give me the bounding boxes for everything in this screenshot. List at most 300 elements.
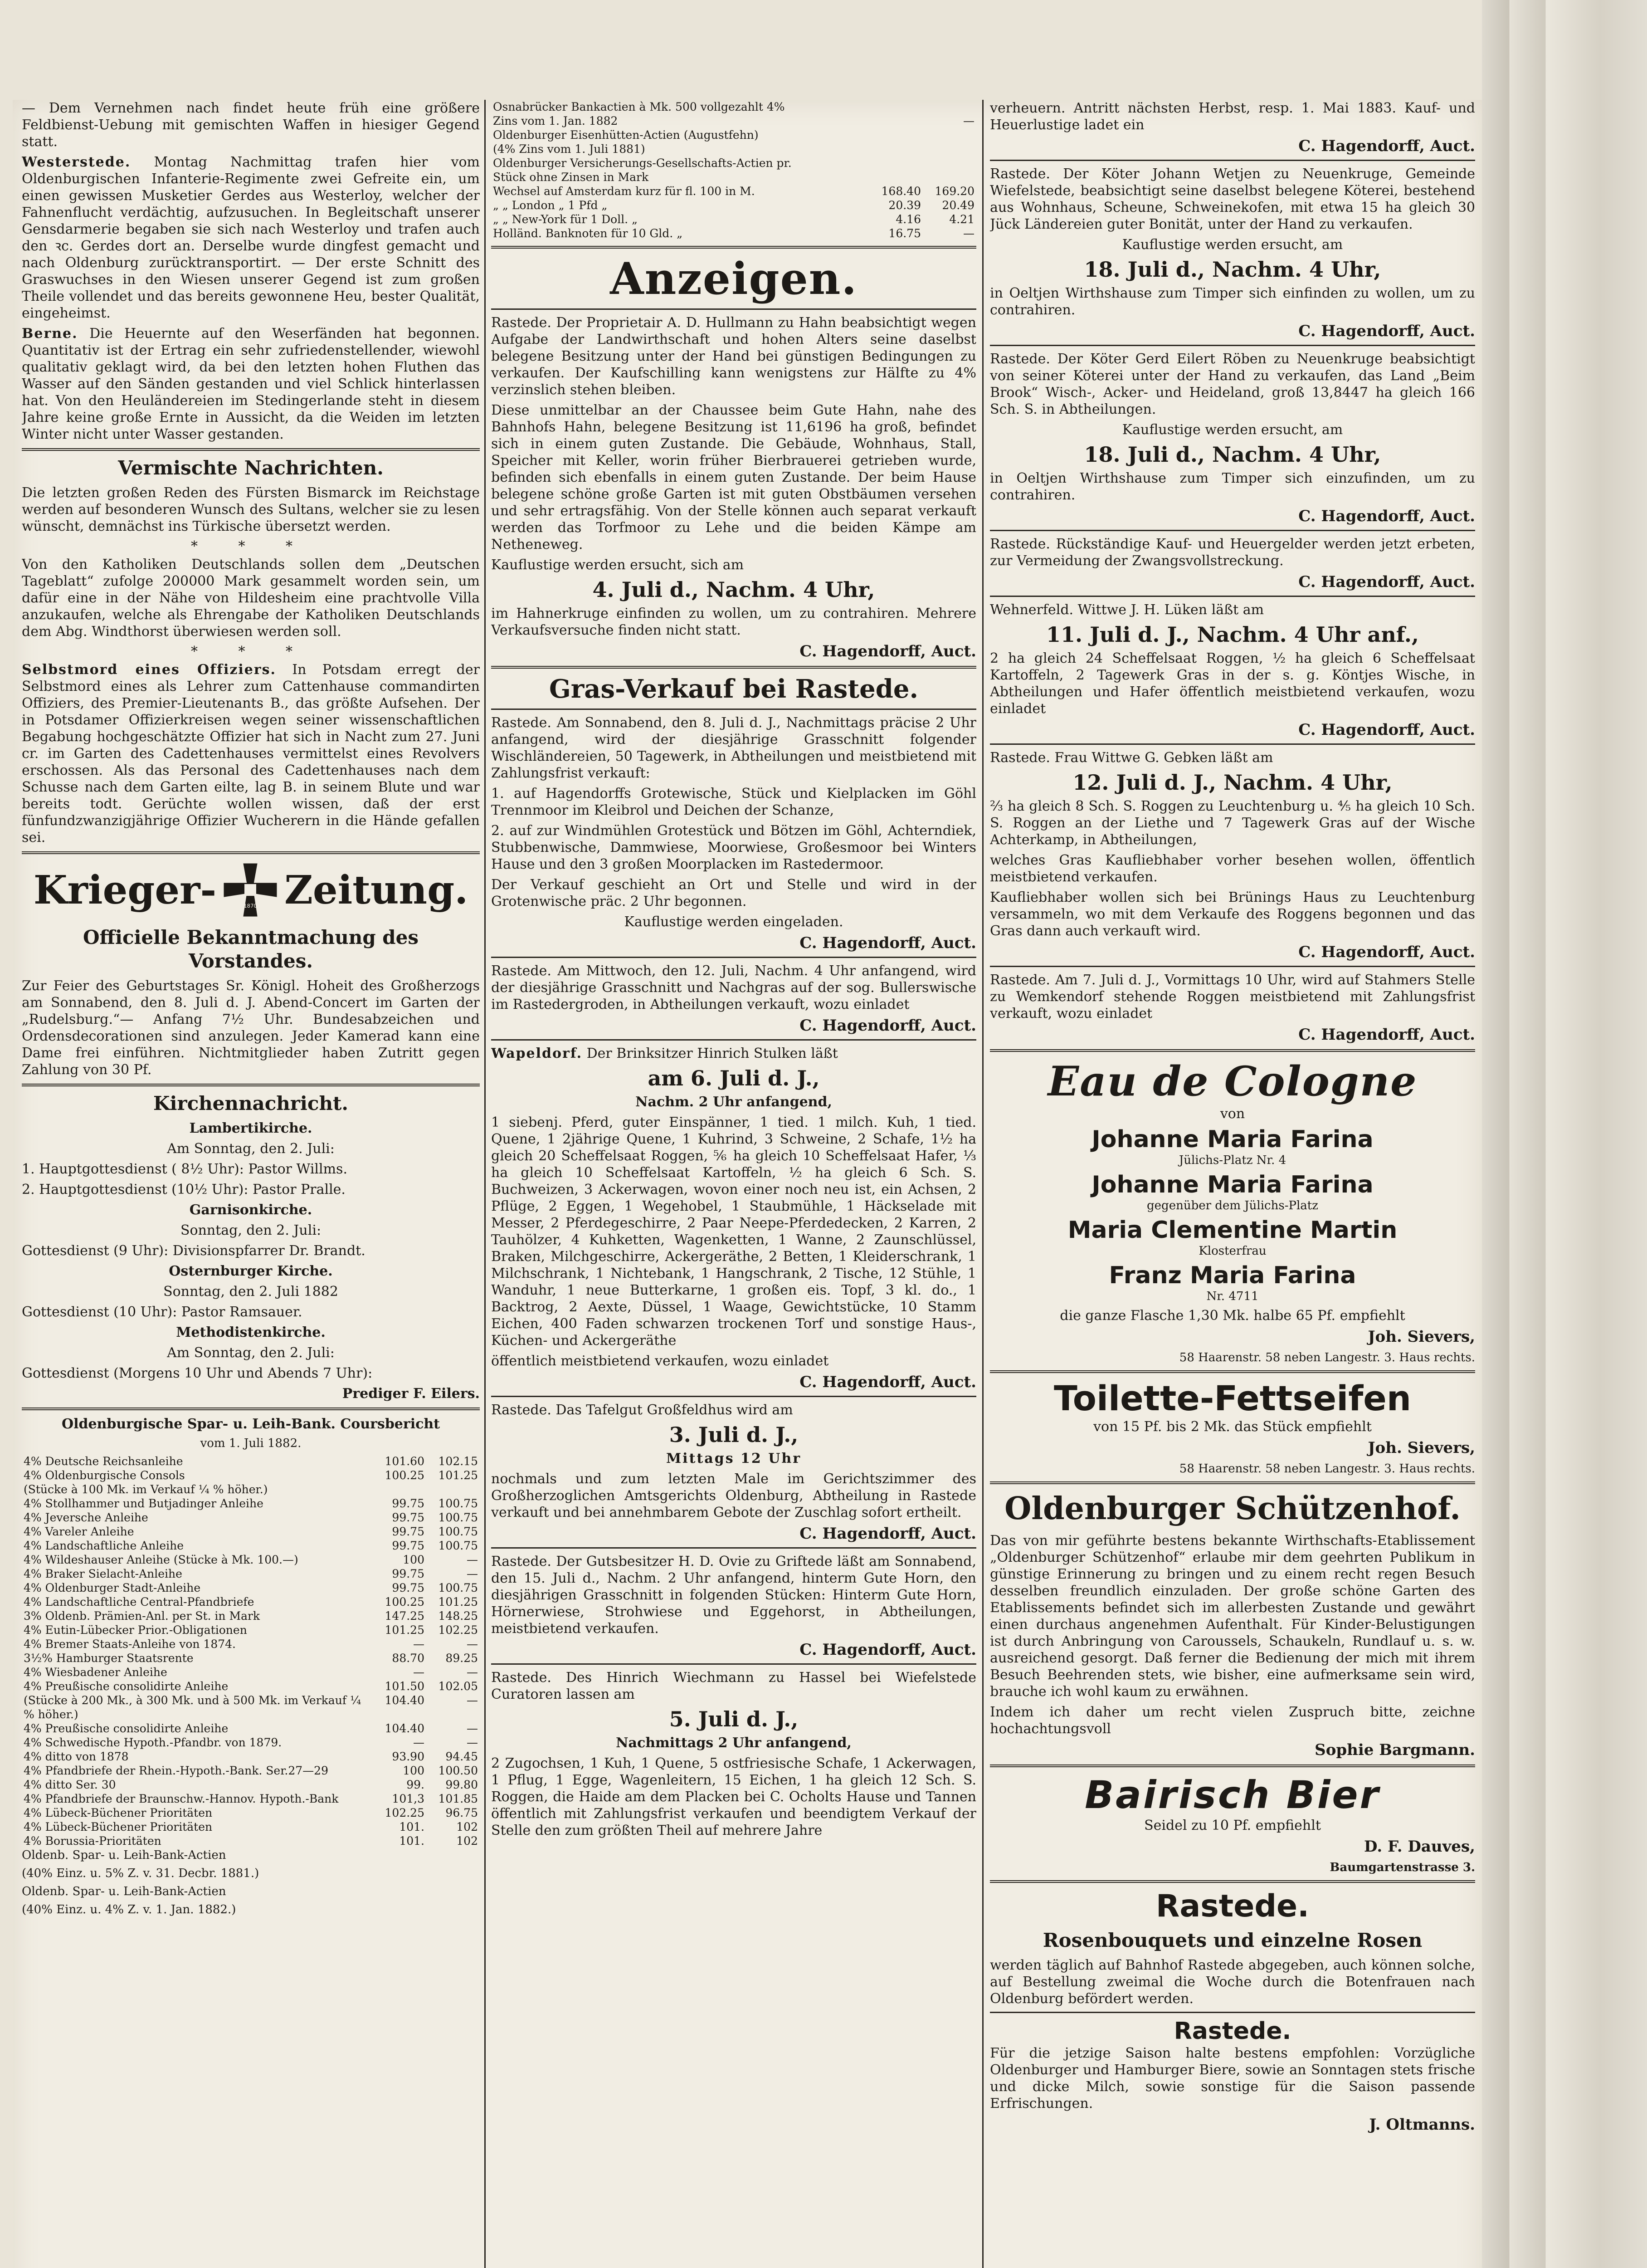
bid-price: 101. [399, 1834, 424, 1848]
ad-signature: C. Hagendorff, Auct. [799, 1373, 976, 1391]
table-row [22, 1553, 480, 1567]
security-name: 4% Landschaftliche Anleihe [24, 1539, 184, 1552]
ask-price: 100.75 [438, 1581, 478, 1594]
iron-cross-year: 1870 [244, 903, 258, 909]
ask-price: — [467, 1567, 478, 1580]
bid-price: 4.16 [896, 213, 921, 226]
bid-price: 104.40 [385, 1694, 424, 1707]
ad-price: von 15 Pf. bis 2 Mk. das Stück empfiehlt [1093, 1419, 1372, 1435]
ad-text: Rastede. Der Köter Gerd Eilert Röben zu Neuenkruge beabsichtigt von seiner Köterei unter der Hand zu verkaufen, das Land „Beim Brook“ Wisch-, Acker- und Heideland, groß 13,8447 ha gleich 166 Sch. S. in Abtheilungen. [990, 351, 1475, 417]
ad-signature: C. Hagendorff, Auct. [799, 1017, 976, 1035]
bid-price: 101,3 [392, 1792, 424, 1805]
bid-price: 168.40 [881, 185, 921, 198]
table-row [22, 1482, 480, 1496]
section-heading: Vermischte Nachrichten. [118, 457, 384, 479]
security-name: 4% ditto Ser. 30 [24, 1778, 116, 1791]
security-name: Oldenburger Versicherungs-Gesellschafts-Actien pr. [493, 156, 792, 170]
ad-signature: C. Hagendorff, Auct. [1298, 137, 1475, 155]
ad-text: Wehnerfeld. Wittwe J. H. Lüken läßt am [990, 602, 1264, 618]
course-footnote: (40% Einz. u. 4% Z. v. 1. Jan. 1882.) [22, 1903, 236, 1916]
table-row [22, 1581, 480, 1595]
announcement: Zur Feier des Geburtstages Sr. Königl. Hoheit des Großherzogs am Sonnabend, den 8. Juli d. J. Abend-Concert im Garten der „Rudelsburg.“— Anfang 7½ Uhr. Bundesabzeichen und Ordensdecorationen sind anzulegen. Jeder Kamerad kann eine Dame frei einführen. Nichtmitglieder haben Zutritt gegen Zahlung von 30 Pf. [22, 978, 480, 1078]
security-name: (4% Zins vom 1. Juli 1881) [493, 142, 645, 156]
ad-text: Der Verkauf geschieht an Ort und Stelle und wird in der Grotenwische präc. 2 Uhr begonnen. [491, 877, 976, 909]
ad-text: im Hahnerkruge einfinden zu wollen, um zu contrahiren. Mehrere Verkaufsversuche finden nicht statt. [491, 606, 976, 638]
security-name: 4% Schwedische Hypoth.-Pfandbr. von 1879. [24, 1736, 282, 1749]
security-name: Zins vom 1. Jan. 1882 [493, 114, 618, 127]
table-row [22, 1539, 480, 1553]
ad-text: Rastede. Der Gutsbesitzer H. D. Ovie zu Griftede läßt am Sonnabend, den 15. Juli d., Nachm. 2 Uhr anfangend, hinterm Gute Horn, den diesjährigen Grasschnitt in folgenden Stücken: Hinterm Gute Horn, Hörnerwiese, Strohwiese und Eggehorst, in Abtheilungen, meistbietend verkaufen. [491, 1554, 976, 1637]
ad-signature: C. Hagendorff, Auct. [1298, 943, 1475, 961]
ask-price: 100.75 [438, 1497, 478, 1510]
security-name: 3% Oldenb. Prämien-Anl. per St. in Mark [24, 1609, 260, 1623]
security-name: Osnabrücker Bankactien à Mk. 500 vollgezahlt 4% [493, 100, 785, 113]
table-row [22, 1609, 480, 1623]
cologne-heading: Eau de Cologne [1048, 1057, 1418, 1105]
bid-price: 100.25 [385, 1469, 424, 1482]
ask-price: 102 [456, 1820, 478, 1833]
table-row [22, 1454, 480, 1468]
ad-text: 2 Zugochsen, 1 Kuh, 1 Quene, 5 ostfriesische Schafe, 1 Ackerwagen, 1 Pflug, 1 Egge, Wagenleitern, 15 Eichen, 1 ha gleich 12 Sch. S. Roggen, die Haide am dem Placken bei C. Ocholts Hause und Tannen öffentlich mit Zahlungsfrist verkaufen und beendigtem Verkauf der Stelle den zum größten Theil auf mehrere Jahre [491, 1755, 976, 1838]
ad-text: 2. auf zur Windmühlen Grotestück und Bötzen im Göhl, Achterndiek, Stubbenwische, Dammwiese, Moorwiese, Großesmoor bei Winters Hause und den 3 großen Moorplacken im Rastedermoor. [491, 823, 976, 872]
bid-price: 100 [403, 1764, 424, 1777]
table-row [22, 1496, 480, 1510]
ask-price: 102.15 [438, 1455, 478, 1468]
masthead-left: Krieger- [33, 867, 217, 913]
ad-signature: C. Hagendorff, Auct. [799, 642, 976, 660]
course-footnote: Oldenb. Spar- u. Leih-Bank-Actien [22, 1885, 226, 1898]
ad-signature: Joh. Sievers, [1368, 1439, 1475, 1457]
ask-price: 169.20 [935, 185, 975, 198]
security-name: 4% Lübeck-Büchener Prioritäten [24, 1820, 213, 1833]
table-row [22, 1750, 480, 1764]
ad-date: am 6. Juli d. J., [648, 1066, 820, 1090]
church-name: Methodistenkirche. [176, 1325, 326, 1340]
security-name: 4% Borussia-Prioritäten [24, 1834, 161, 1848]
ad-time: Nachmittags 2 Uhr anfangend, [616, 1735, 852, 1751]
section-heading: Officielle Bekanntmachung des Vorstandes. [83, 926, 419, 972]
divider [990, 1765, 1475, 1767]
ad-signature: Sophie Bargmann. [1315, 1741, 1475, 1759]
ad-signature: C. Hagendorff, Auct. [1298, 721, 1475, 739]
divider [990, 1049, 1475, 1052]
security-name: (Stücke à 100 Mk. im Verkauf ¼ % höher.) [24, 1483, 268, 1496]
ad-text: Indem ich daher um recht vielen Zuspruch bitte, zeichne hochachtungsvoll [990, 1704, 1475, 1737]
ad-text: Kauflustige werden eingeladen. [624, 914, 843, 930]
church-date: Sonntag, den 2. Juli: [180, 1222, 322, 1238]
ask-price: 20.49 [942, 199, 975, 212]
ad-text: Rastede. Der Köter Johann Wetjen zu Neuenkruge, Gemeinde Wiefelstede, beabsichtigt seine daselbst belegene Köterei, bestehend aus Wohnhaus, Scheune, Schweinekofen, mit etwa 15 ha gleich 30 Jück Ländereien guter Bonität, unter der Hand zu verkaufen. [990, 166, 1475, 232]
ad-text: Wapeldorf. Der Brinksitzer Hinrich Stulken läßt [491, 1046, 838, 1061]
ask-price: 101.25 [438, 1595, 478, 1608]
ads-heading: Anzeigen. [610, 253, 858, 304]
ad-price: die ganze Flasche 1,30 Mk. halbe 65 Pf. empfiehlt [1060, 1308, 1405, 1324]
ad-text: Kauflustige werden ersucht, am [1122, 422, 1343, 438]
bid-price: 88.70 [392, 1652, 424, 1665]
soap-heading: Toilette-Fettseifen [1054, 1378, 1411, 1418]
ask-price: 94.45 [445, 1750, 478, 1763]
ad-heading: Gras-Verkauf bei Rastede. [549, 674, 919, 704]
ad-price: Seidel zu 10 Pf. empfiehlt [1144, 1818, 1321, 1833]
column-2 [491, 100, 976, 2268]
brand-name: Johanne Maria Farina [1092, 1126, 1374, 1153]
security-name: 4% Pfandbriefe der Braunschw.-Hannov. Hypoth.-Bank [24, 1792, 339, 1805]
ask-price: — [467, 1553, 478, 1566]
ad-text: von [1220, 1106, 1245, 1122]
bid-price [869, 156, 923, 170]
table-row [491, 156, 976, 170]
bid-price: 99.75 [392, 1539, 424, 1552]
ad-date: 4. Juli d., Nachm. 4 Uhr, [592, 577, 875, 602]
church-date: Am Sonntag, den 2. Juli: [167, 1141, 335, 1157]
divider [491, 709, 976, 710]
ad-text: in Oeltjen Wirthshause zum Timper sich einfinden zu wollen, um zu contrahiren. [990, 285, 1475, 318]
security-name: 4% Preußische consolidirte Anleihe [24, 1722, 229, 1735]
brand-address: Klosterfrau [1199, 1244, 1267, 1258]
table-row [491, 114, 976, 128]
security-name: 4% Vareler Anleihe [24, 1525, 134, 1538]
security-name: 4% Lübeck-Büchener Prioritäten [24, 1806, 213, 1819]
ad-text: Für die jetzige Saison halte bestens empfohlen: Vorzügliche Oldenburger und Hamburger Biere, sowie an Sonntagen stets frische und dicke Milch, sowie sonstige für die Saison passende Erfrischungen. [990, 2045, 1475, 2112]
security-name: (Stücke à 200 Mk., à 300 Mk. und à 500 Mk. im Verkauf ¼ % höher.) [24, 1694, 361, 1721]
roses-heading: Rosenbouquets und einzelne Rosen [1043, 1929, 1423, 1951]
bid-price [869, 142, 923, 156]
ad-text: Rastede. Des Hinrich Wiechmann zu Hassel bei Wiefelstede Curatoren lassen am [491, 1670, 976, 1702]
table-row [22, 1595, 480, 1609]
column-3 [990, 100, 1475, 2268]
ask-price: 148.25 [438, 1609, 478, 1623]
table-row [22, 1510, 480, 1525]
ask-price [923, 156, 976, 170]
bid-price: — [413, 1736, 424, 1749]
divider [491, 1396, 976, 1397]
bid-price: 99.75 [392, 1497, 424, 1510]
church-preacher: Prediger F. Eilers. [342, 1386, 480, 1402]
security-name: 4% Pfandbriefe der Rhein.-Hypoth.-Bank. Ser.27—29 [24, 1764, 328, 1777]
security-name: 4% Landschaftliche Central-Pfandbriefe [24, 1595, 254, 1608]
brand-address: Nr. 4711 [1206, 1290, 1259, 1303]
table-row [491, 128, 976, 142]
security-name: 3½% Hamburger Staatsrente [24, 1652, 194, 1665]
schuetzenhof-heading: Oldenburger Schützenhof. [1004, 1491, 1461, 1527]
church-service: Gottesdienst (Morgens 10 Uhr und Abends 7 Uhr): [22, 1365, 373, 1381]
ask-price: 89.25 [445, 1652, 478, 1665]
separator-stars: * * * [190, 644, 311, 660]
separator-stars: * * * [190, 538, 311, 554]
divider [990, 1880, 1475, 1883]
bid-price: 147.25 [385, 1609, 424, 1623]
security-name: „ „ London „ 1 Pfd „ [493, 199, 608, 212]
ask-price [923, 170, 976, 184]
course-report-title: Oldenburgische Spar- u. Leih-Bank. Coursbericht [61, 1416, 440, 1432]
divider [491, 246, 976, 249]
ad-time: Nachm. 2 Uhr anfangend, [635, 1094, 832, 1110]
divider [990, 743, 1475, 745]
table-row [491, 100, 976, 114]
table-row [22, 1764, 480, 1778]
brand-name: Franz Maria Farina [1109, 1262, 1356, 1289]
table-row [22, 1525, 480, 1539]
divider [990, 966, 1475, 967]
ad-text: 2 ha gleich 24 Scheffelsaat Roggen, ½ ha gleich 6 Scheffelsaat Kartoffeln, 2 Tagewerk Gras in der s. g. Köntjes Wische, in Abtheilungen und Hafer öffentlich meistbietend verkaufen, wozu einladet [990, 650, 1475, 717]
security-name: 4% Braker Sielacht-Anleihe [24, 1567, 182, 1580]
course-table [22, 1454, 480, 1848]
ad-signature: D. F. Dauves, [1364, 1838, 1475, 1856]
table-row [22, 1623, 480, 1637]
ad-signature: C. Hagendorff, Auct. [1298, 573, 1475, 591]
security-name: 4% Preußische consolidirte Anleihe [24, 1680, 229, 1693]
ad-date: 11. Juli d. J., Nachm. 4 Uhr anf., [1046, 622, 1419, 647]
rastede-heading: Rastede. [1156, 1888, 1309, 1924]
church-service: 1. Hauptgottesdienst ( 8½ Uhr): Pastor Willms. [22, 1161, 347, 1177]
security-name: 4% Oldenburger Stadt-Anleihe [24, 1581, 201, 1594]
ad-address: 58 Haarenstr. 58 neben Langestr. 3. Haus rechts. [1179, 1462, 1475, 1476]
book-page-edge [1482, 0, 1647, 2268]
church-date: Am Sonntag, den 2. Juli: [167, 1345, 335, 1361]
ad-signature: C. Hagendorff, Auct. [799, 1525, 976, 1543]
bid-price: 101.50 [385, 1680, 424, 1693]
security-name: 4% Oldenburgische Consols [24, 1469, 185, 1482]
ad-text: nochmals und zum letzten Male im Gerichtszimmer des Großherzoglichen Amtsgerichts Oldenburg, Abtheilung in Rastede verkauft und bei annehmbarem Gebote der Zuschlag sofort ertheilt. [491, 1471, 976, 1520]
bid-price: 99.75 [392, 1567, 424, 1580]
table-row [22, 1806, 480, 1820]
bid-price [373, 1482, 426, 1496]
divider [990, 1370, 1475, 1373]
security-name: 4% Jeversche Anleihe [24, 1511, 148, 1524]
brand-name: Maria Clementine Martin [1067, 1217, 1398, 1244]
ask-price: 102.05 [438, 1680, 478, 1693]
ad-address: Baumgartenstrasse 3. [1330, 1861, 1475, 1874]
brand-address: Jülichs-Platz Nr. 4 [1179, 1154, 1286, 1167]
ask-price: 102.25 [438, 1623, 478, 1637]
ask-price: — [963, 114, 975, 127]
divider [491, 1547, 976, 1549]
table-row [22, 1693, 480, 1721]
course-footnote: (40% Einz. u. 5% Z. v. 31. Decbr. 1881.) [22, 1867, 259, 1880]
divider [990, 596, 1475, 597]
bid-price [869, 114, 923, 128]
krieger-zeitung-masthead [22, 860, 480, 919]
church-service: Gottesdienst (9 Uhr): Divisionspfarrer Dr. Brandt. [22, 1243, 365, 1259]
ask-price: 99.80 [445, 1778, 478, 1791]
ask-price: 100.75 [438, 1511, 478, 1524]
ad-text: werden täglich auf Bahnhof Rastede abgegeben, auch können solche, auf Bestellung zweimal die Woche durch die Botenfrauen nach Oldenburg befördert werden. [990, 1957, 1475, 2007]
table-row [22, 1679, 480, 1693]
ad-text: Kauflustige werden ersucht, am [1122, 237, 1343, 253]
ask-price: — [467, 1694, 478, 1707]
ad-time: Mittags 12 Uhr [666, 1451, 802, 1466]
bid-price: 101. [399, 1820, 424, 1833]
newspaper-page [13, 100, 1482, 2268]
divider [22, 1084, 480, 1086]
beer-heading: Bairisch Bier [1085, 1773, 1380, 1817]
divider [990, 530, 1475, 531]
ad-date: 18. Juli d., Nachm. 4 Uhr, [1084, 257, 1381, 282]
ask-price: 100.50 [438, 1764, 478, 1777]
bid-price: — [413, 1637, 424, 1651]
bid-price: 99.75 [392, 1525, 424, 1538]
divider [491, 1039, 976, 1041]
table-row [22, 1665, 480, 1679]
divider [990, 160, 1475, 161]
divider [491, 666, 976, 669]
table-row [22, 1637, 480, 1651]
bid-price: 20.39 [888, 199, 921, 212]
rastede-heading: Rastede. [1174, 2018, 1291, 2045]
security-name: 4% ditto von 1878 [24, 1750, 129, 1763]
ad-signature: C. Hagendorff, Auct. [1298, 507, 1475, 525]
security-name: 4% Bremer Staats-Anleihe von 1874. [24, 1637, 236, 1651]
ad-text: 1 siebenj. Pferd, guter Einspänner, 1 tied. 1 milch. Kuh, 1 tied. Quene, 1 2jährige Quene, 1 Kuhrind, 3 Schweine, 2 Schafe, 1½ ha gleich 20 Scheffelsaat Roggen, ⅚ ha gleich 10 Scheffelsaat Hafer, ⅓ ha gleich 10 Scheffelsaat Kartoffeln, ½ ha gleich 6 Sch. S. Buchweizen, 3 Ackerwagen, wovon einer noch neu ist, ein Achsen, 2 Pflüge, 2 Eggen, 1 Wegehobel, 1 Staubmühle, 1 Häckselade mit Messer, 2 Pferdegeschirre, 2 Paar Neepe-Pferdedecken, 2 Karren, 2 Tauhölzer, 4 Kuhketten, Wagenketten, 1 Wanne, 2 Zaunschlüssel, Braken, Milchgeschirre, Ackergeräthe, 2 Betten, 1 Kleiderschrank, 1 Milchschrank, 1 Nichtebank, 1 Hangschrank, 2 Tische, 12 Stühle, 1 Wanduhr, 1 neue Butterkarne, 1 großen eis. Topf, 3 kl. do., 1 Backtrog, 2 Aexte, Düssel, 1 Waage, Gewichtstücke, 10 Stamm Eichen, 400 Faden schwarzen trockenen Torf und sonstige Haus-, Küchen- und Ackergeräthe [491, 1114, 976, 1349]
table-row [22, 1721, 480, 1735]
ask-price: — [467, 1666, 478, 1679]
bid-price: 101.60 [385, 1455, 424, 1468]
table-row [22, 1778, 480, 1792]
bid-price [869, 128, 923, 142]
ad-date: 18. Juli d., Nachm. 4 Uhr, [1084, 442, 1381, 467]
table-row [491, 184, 976, 198]
ask-price: 100.75 [438, 1525, 478, 1538]
ad-text: welches Gras Kaufliebhaber vorher besehen wollen, öffentlich meistbietend verkaufen. [990, 852, 1475, 885]
bid-price: 100.25 [385, 1595, 424, 1608]
ask-price [923, 100, 976, 114]
ad-text: Rastede. Am 7. Juli d. J., Vormittags 10 Uhr, wird auf Stahmers Stelle zu Wemkendorf stehende Roggen meistbietend mit Zahlungsfrist verkauft, wozu einladet [990, 972, 1475, 1022]
table-row [22, 1792, 480, 1806]
table-row [22, 1468, 480, 1482]
bid-price: 104.40 [385, 1722, 424, 1735]
column-divider [484, 100, 486, 2268]
news-item: Berne. Die Heuernte auf den Weserfänden hat begonnen. Quantitativ ist der Ertrag ein sehr zufriedenstellender, wiewohl qualitativ geklagt wird, da bei den letzten hohen Fluthen das Wasser auf den Sänden gestanden und viel Schlick hinterlassen hat. Von den Heuländereien im Stedingerlande steht in diesem Jahre keine große Ernte in Aussicht, da die Weiden im letzten Winter nicht unter Wasser gestanden. [22, 326, 480, 442]
church-name: Lambertikirche. [189, 1120, 312, 1136]
ad-signature: C. Hagendorff, Auct. [1298, 322, 1475, 340]
table-row [22, 1834, 480, 1848]
ad-text: Rastede. Am Sonnabend, den 8. Juli d. J., Nachmittags präcise 2 Uhr anfangend, wird der diesjährige Grasschnitt folgender Wischländereien, 50 Tagewerk, in Abtheilungen und meistbietend mit Zahlungsfrist verkauft: [491, 715, 976, 781]
ad-text: Rastede. Rückständige Kauf- und Heuergelder werden jetzt erbeten, zur Vermeidung der Zwangsvollstreckung. [990, 536, 1475, 569]
ad-text: Rastede. Frau Wittwe G. Gebken läßt am [990, 750, 1273, 766]
ad-date: 12. Juli d. J., Nachm. 4 Uhr, [1072, 770, 1393, 795]
section-heading: Kirchennachricht. [153, 1092, 349, 1114]
divider [22, 448, 480, 451]
divider [491, 1663, 976, 1665]
bid-price: — [413, 1666, 424, 1679]
church-name: Osternburger Kirche. [169, 1263, 333, 1279]
ask-price [923, 128, 976, 142]
course-report-date: vom 1. Juli 1882. [200, 1437, 302, 1450]
ask-price: 101.85 [438, 1792, 478, 1805]
divider [990, 2012, 1475, 2013]
course-footnote: Oldenb. Spar- u. Leih-Bank-Actien [22, 1848, 226, 1862]
course-table-continued [491, 100, 976, 240]
table-row [491, 170, 976, 184]
ad-text: Kaufliebhaber wollen sich bei Brünings Haus zu Leuchtenburg versammeln, wo mit dem Verkaufe des Roggens begonnen und das Gras dann auch verkauft wird. [990, 890, 1475, 939]
church-name: Garnisonkirche. [189, 1202, 312, 1218]
ask-price: 101.25 [438, 1469, 478, 1482]
news-item: Westerstede. Montag Nachmittag trafen hier vom Oldenburgischen Infanterie-Regimente zwei Gefreite ein, um einen gewissen Musketier Gerdes aus Westerloy, welcher der Fahnenflucht verdächtig, aufzusuchen. In Begleitschaft unserer Gensdarmerie begaben sie sich nach Westerloy und trafen auch den ꝛc. Gerdes dort an. Derselbe wurde dingfest gemacht und nach Oldenburg zurücktransportirt. — Der erste Schnitt des Graswuchses in den Wiesen unserer Gegend ist zum großen Theile vollendet und das bereits gewonnene Heu, bester Qualität, eingeheimst. [22, 154, 480, 321]
security-name: Wechsel auf Amsterdam kurz für fl. 100 in M. [493, 185, 755, 198]
ask-price: — [467, 1736, 478, 1749]
ad-text: Rastede. Das Tafelgut Großfeldhus wird am [491, 1402, 793, 1418]
divider [22, 851, 480, 854]
table-row [22, 1651, 480, 1665]
table-row [491, 226, 976, 240]
ask-price: — [467, 1722, 478, 1735]
bid-price: 99. [406, 1778, 424, 1791]
ask-price [923, 142, 976, 156]
ad-text: Das von mir geführte bestens bekannte Wirthschafts-Etablissement „Oldenburger Schützenhof“ erlaube mir dem geehrten Publikum in günstige Erinnerung zu bringen und zu einem recht regen Besuch desselben freundlich einzuladen. Der große schöne Garten des Etablissements befindet sich im allerbesten Zustande und gewährt einen durchaus angenehmen Aufenthalt. Für Kinder-Belustigungen ist durch Anbringung von Caroussels, Schaukeln, Rundlauf u. s. w. ausreichend gesorgt. Daß ferner die Bedienung der mich mit ihrem Besuch Beehrenden stets, wie bisher, eine aufmerksame sein wird, brauche ich wohl kaum zu erwähnen. [990, 1533, 1475, 1700]
brand-address: gegenüber dem Jülichs-Platz [1147, 1199, 1318, 1212]
ad-signature: Joh. Sievers, [1368, 1328, 1475, 1346]
ask-price: 100.75 [438, 1539, 478, 1552]
bid-price: 101.25 [385, 1623, 424, 1637]
news-item: Die letzten großen Reden des Fürsten Bismarck im Reichstage werden auf besonderen Wunsch des Sultans, welcher sie zu lesen wünscht, demnächst ins Türkische übersetzt werden. [22, 485, 480, 534]
table-row [22, 1567, 480, 1581]
bid-price [869, 100, 923, 114]
bid-price: 100 [403, 1553, 424, 1566]
column-1 [22, 100, 480, 2268]
security-name: 4% Stollhammer und Butjadinger Anleihe [24, 1497, 263, 1510]
ad-date: 5. Juli d. J., [669, 1707, 799, 1731]
ad-address: 58 Haarenstr. 58 neben Langestr. 3. Haus rechts. [1179, 1351, 1475, 1364]
ad-signature: J. Oltmanns. [1369, 2116, 1475, 2134]
ad-signature: C. Hagendorff, Auct. [799, 1641, 976, 1659]
ad-text: 1. auf Hagendorffs Grotewische, Stück und Kielplacken im Göhl Trennmoor im Kleibrol und Deichen der Schanze, [491, 786, 976, 818]
divider [22, 1408, 480, 1410]
security-name: 4% Wildeshauser Anleihe (Stücke à Mk. 100.—) [24, 1553, 298, 1566]
ask-price: 4.21 [949, 213, 975, 226]
divider [990, 345, 1475, 346]
bid-price: 102.25 [385, 1806, 424, 1819]
divider [990, 1481, 1475, 1484]
masthead-right: Zeitung. [284, 867, 468, 913]
bid-price: 99.75 [392, 1581, 424, 1594]
ask-price: 96.75 [445, 1806, 478, 1819]
ad-text: Rastede. Der Proprietair A. D. Hullmann zu Hahn beabsichtigt wegen Aufgabe der Landwirthschaft und hohen Alters seine daselbst belegene Besitzung unter der Hand bei günstigen Bedingungen zu verkaufen. Der Kaufschilling kann wenigstens zur Hälfte zu 4% verzinslich stehen bleiben. [491, 315, 976, 398]
news-item: — Dem Vernehmen nach findet heute früh eine größere Feldbienst-Uebung mit gemischten Waffen in hiesiger Gegend statt. [22, 100, 480, 150]
church-service: 2. Hauptgottesdienst (10½ Uhr): Pastor Pralle. [22, 1182, 346, 1198]
security-name: Oldenburger Eisenhütten-Actien (Augustfehn) [493, 128, 759, 142]
news-item: Von den Katholiken Deutschlands sollen dem „Deutschen Tageblatt“ zufolge 200000 Mark gesammelt worden sein, um dafür eine in der Nähe von Hildesheim eine prachtvolle Villa anzukaufen, welche als Ehrengabe der Katholiken Deutschlands dem Abg. Windthorst überwiesen werden soll. [22, 557, 480, 640]
church-service: Gottesdienst (10 Uhr): Pastor Ramsauer. [22, 1304, 302, 1320]
table-row [491, 142, 976, 156]
ad-signature: C. Hagendorff, Auct. [1298, 1026, 1475, 1044]
divider [491, 957, 976, 958]
bid-price: 16.75 [888, 227, 921, 240]
security-name: 4% Deutsche Reichsanleihe [24, 1455, 183, 1468]
news-item: Selbstmord eines Offiziers. In Potsdam erregt der Selbstmord eines als Lehrer zum Cattenhause commandirten Offiziers, des Premier-Lieutenants B., das größte Aufsehen. Der in Potsdamer Offizierkreisen wegen seiner wissenschaftlichen Begabung hochgeschätzte Offizier hat sich in Nacht zum 27. Juni cr. im Garten des Cadettenhauses vermittelst eines Revolvers erschossen. Als das Personal des Cadettenhauses nach dem Schusse nach dem Garten eilte, lag B. in seinem Blute und war bereits todt. Gerüchte wollen wissen, daß der erst fünfundzwanzigjährige Offizier Wucherern in die Hände gefallen sei. [22, 662, 480, 846]
ad-signature: C. Hagendorff, Auct. [799, 934, 976, 952]
table-row [491, 212, 976, 226]
ad-text: Rastede. Am Mittwoch, den 12. Juli, Nachm. 4 Uhr anfangend, wird der diesjährige Grasschnitt und Nachgras auf der sog. Bullerswische im Rastedergroden, in Abtheilungen verkauft, wozu einladet [491, 963, 976, 1012]
table-row [22, 1820, 480, 1834]
ad-text: verheuern. Antritt nächsten Herbst, resp. 1. Mai 1883. Kauf- und Heuerlustige ladet ein [990, 100, 1475, 133]
ad-date: 3. Juli d. J., [669, 1422, 799, 1447]
ad-text: in Oeltjen Wirthshause zum Timper sich einzufinden, um zu contrahiren. [990, 470, 1475, 503]
security-name: Stück ohne Zinsen in Mark [493, 171, 649, 184]
bid-price: 99.75 [392, 1511, 424, 1524]
ad-text: ⅔ ha gleich 8 Sch. S. Roggen zu Leuchtenburg u. ⅘ ha gleich 10 Sch. S. Roggen an der Liethe und 7 Tagewerk Gras auf der Wische Achterkamp, in Abtheilungen, [990, 798, 1475, 848]
security-name: „ „ New-York für 1 Doll. „ [493, 213, 638, 226]
divider [491, 308, 976, 310]
ask-price: — [467, 1637, 478, 1651]
ad-text: Kauflustige werden ersucht, sich am [491, 557, 744, 573]
ask-price [426, 1482, 480, 1496]
bid-price: 93.90 [392, 1750, 424, 1763]
iron-cross-icon [221, 860, 280, 919]
ask-price: — [963, 227, 975, 240]
ask-price: 102 [456, 1834, 478, 1848]
church-date: Sonntag, den 2. Juli 1882 [163, 1284, 338, 1300]
column-divider [982, 100, 984, 2268]
